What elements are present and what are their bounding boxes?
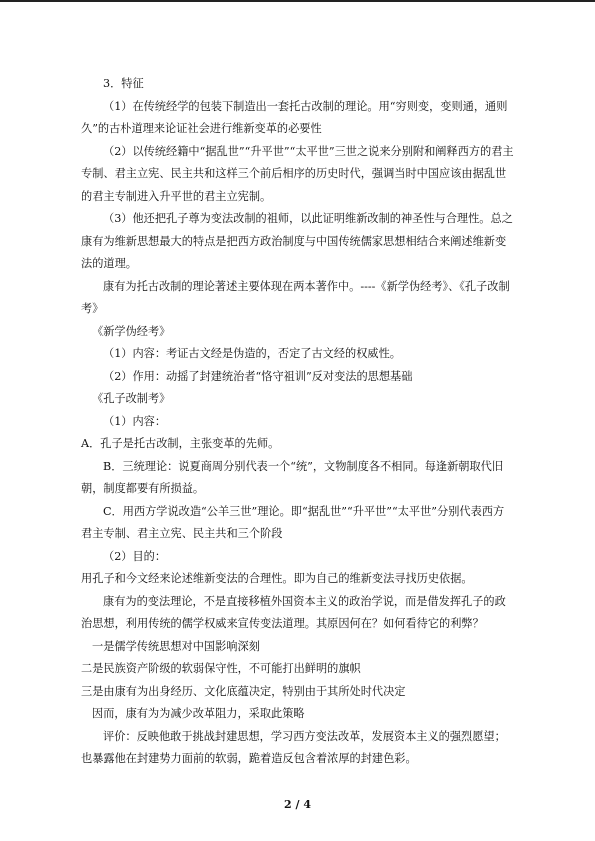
paragraph: （2）作用：动摇了封建统治者“恪守祖训”反对变法的思想基础 <box>103 369 413 383</box>
paragraph: 康有为的变法理论，不是直接移植外国资本主义的政治学说，而是借发挥孔子的政治思想，利用传统的儒学权威来宣传变法道理。其原因何在？如何看待它的利弊？ <box>81 594 506 630</box>
paragraph: （1）内容：考证古文经是伪造的，否定了古文经的权威性。 <box>103 347 401 360</box>
paragraph: C．用西方学说改造“公羊三世”理论。即“据乱世”“升平世”“太平世”分别代表西方君主专制、君主立宪、民主共和三个阶段 <box>81 504 505 540</box>
paragraph: B．三统理论：说夏商周分别代表一个“统”，文物制度各不相同。每逢新朝取代旧朝，制度都要有所损益。 <box>81 459 504 495</box>
paragraph: 评价：反映他敢于挑战封建思想，学习西方变法改革，发展资本主义的强烈愿望；也暴露他在封建势力面前的软弱，跪着造反包含着浓厚的封建色彩。 <box>81 729 506 765</box>
paragraph: （2）目的： <box>103 549 167 563</box>
paragraph: 一是儒学传统思想对中国影响深刻 <box>92 639 260 653</box>
paragraph: 《孔子改制考》 <box>92 392 171 405</box>
paragraph: 3．特征 <box>103 77 144 90</box>
paragraph: 康有为托古改制的理论著述主要体现在两本著作中。----《新学伪经考》、《孔子改制考》 <box>81 279 510 315</box>
paragraph: A．孔子是托古改制，主张变革的先师。 <box>81 437 280 450</box>
top-border-line <box>0 0 595 2</box>
paragraph: 用孔子和今文经来论述维新变法的合理性。即为自己的维新变法寻找历史依据。 <box>81 572 473 585</box>
document-body <box>81 73 515 771</box>
paragraph: （1）内容： <box>103 414 167 428</box>
paragraph: 因而，康有为为减少改革阻力，采取此策略 <box>92 707 305 720</box>
paragraph: 三是由康有为出身经历、文化底蕴决定，特别由于其所处时代决定 <box>81 684 406 698</box>
paragraph: 二是民族资产阶级的软弱保守性，不可能打出鲜明的旗帜 <box>81 662 361 675</box>
paragraph: （2）以传统经籍中“据乱世”“升平世”“太平世”三世之说来分别附和阐释西方的君主专制、君主立宪、民主共和这样三个前后相序的历史时代，强调当时中国应该由据乱世的君主专制进入升平世的君主立宪制。 <box>81 144 514 203</box>
paragraph: （1）在传统经学的包装下制造出一套托古改制的理论。用“穷则变，变则通，通则久”的古朴道理来论证社会进行维新变革的必要性 <box>81 99 508 135</box>
paragraph: 《新学伪经考》 <box>92 324 171 338</box>
paragraph: （3）他还把孔子尊为变法改制的祖师，以此证明维新改制的神圣性与合理性。总之康有为维新思想最大的特点是把西方政治制度与中国传统儒家思想相结合来阐述维新变法的道理。 <box>81 212 513 270</box>
page-number: 2 / 4 <box>284 798 311 811</box>
